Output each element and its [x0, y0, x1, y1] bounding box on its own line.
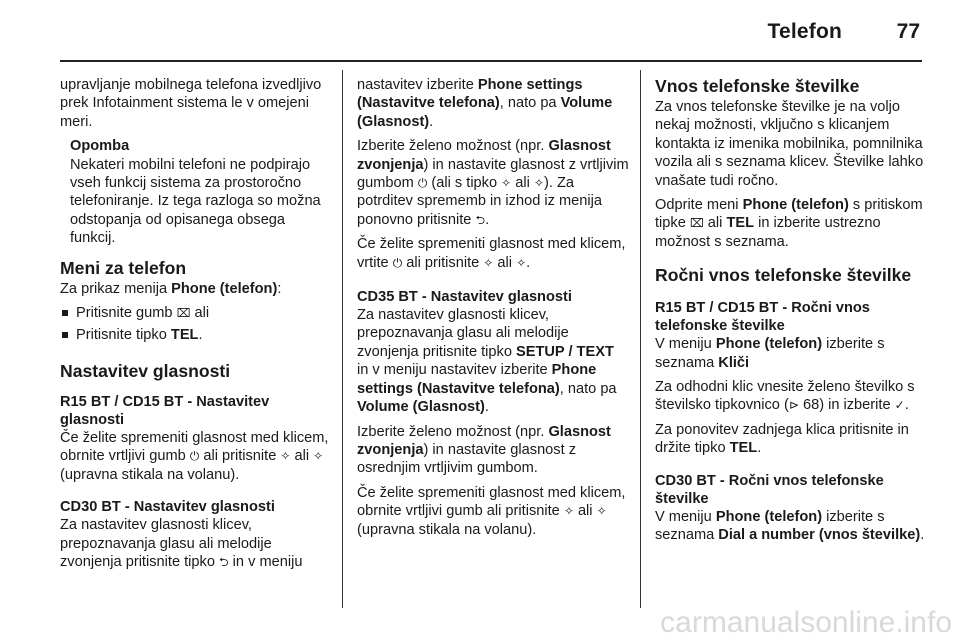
note-text: Nekateri mobilni telefoni ne podpirajo vseh funkcij sistema za prostoročno telefoniranje. Iz tega razloga so možna odstopanja od opisanega obsega funkcij.	[70, 156, 321, 247]
choose-option-text: Izberite želeno možnost (npr. Glasnost zvonjenja) in nastavite glasnost z vrtljivim gumbom ⏻ (ali s tipko ✧ ali ✧). Za potrditev sprememb in izhod iz menija ponovno pritisnite ⮌.	[357, 138, 629, 228]
list-item: Pritisnite gumb ⌧ ali	[60, 304, 332, 322]
knob-icon: ⏻	[189, 449, 200, 464]
arrow-down-icon: ✧	[313, 449, 324, 464]
dial-text: Za odhodni klic vnesite želeno številko s številsko tipkovnico (⊳ 68) in izberite ✓.	[655, 379, 915, 414]
header-divider	[60, 60, 922, 62]
redial-text: Za ponovitev zadnjega klica pritisnite in držite tipko TEL.	[655, 421, 909, 457]
note-box	[70, 137, 332, 247]
number-entry-text: Za vnos telefonske številke je na voljo nekaj možnosti, vključno s klicanjem kontakta iz imenika mobilnika, pomnilnika vozila ali s seznama klicev. Številke lahko vnašate tudi ročno.	[655, 99, 924, 189]
back-icon: ⮌	[475, 212, 486, 227]
page-header	[0, 0, 960, 62]
r15-volume-text: Če želite spremeniti glasnost med klicem, obrnite vrtljivi gumb ⏻ ali pritisnite ✧ ali ✧ (upravna stikala na volanu).	[60, 429, 329, 483]
intro-text: upravljanje mobilnega telefona izvedljivo prek Infotainment sistema le v omejeni meri.	[60, 77, 322, 130]
phone-button-icon: ⌧	[689, 216, 704, 231]
heading-cd35-volume: CD35 BT - Nastavitev glasnosti	[357, 289, 572, 306]
heading-volume: Nastavitev glasnosti	[60, 360, 231, 381]
during-call-text: Če želite spremeniti glasnost med klicem, vrtite ⏻ ali pritisnite ✧ ali ✧.	[357, 236, 626, 271]
heading-number-entry: Vnos telefonske številke	[655, 76, 860, 96]
column-2	[357, 76, 629, 545]
arrow-down-icon: ✧	[596, 504, 607, 519]
phone-settings-text: nastavitev izberite Phone settings (Nastavitve telefona), nato pa Volume (Glasnost).	[357, 77, 613, 130]
section-title: Telefon	[767, 20, 842, 43]
heading-r15-volume: R15 BT / CD15 BT - Nastavitev glasnosti	[60, 393, 270, 428]
page-number: 77	[896, 20, 920, 43]
list-item: Pritisnite tipko TEL.	[60, 326, 332, 344]
heading-manual-entry: Ročni vnos telefonske številke	[655, 265, 912, 286]
arrow-up-icon: ✧	[483, 255, 494, 270]
note-title: Opomba	[70, 138, 130, 155]
heading-phone-menu: Meni za telefon	[60, 257, 187, 278]
column-3	[655, 76, 925, 551]
open-menu-text: Odprite meni Phone (telefon) s pritiskom tipke ⌧ ali TEL in izberite ustrezno možnost s seznama.	[655, 197, 923, 250]
cd30-manual-text: V meniju Phone (telefon) izberite s seznama Dial a number (vnos številke).	[655, 508, 925, 544]
phone-button-icon: ⌧	[176, 306, 191, 321]
heading-r15-manual: R15 BT / CD15 BT - Ročni vnos telefonske številke	[655, 300, 870, 335]
arrow-up-icon: ✧	[280, 449, 291, 464]
watermark: carmanualsonline.info	[660, 606, 952, 639]
knob-icon: ⏻	[417, 176, 428, 191]
arrow-up-icon: ✧	[501, 176, 512, 191]
column-1	[60, 76, 332, 577]
column-divider-1	[342, 70, 343, 608]
heading-cd30-volume: CD30 BT - Nastavitev glasnosti	[60, 499, 275, 516]
settings-icon: ⮌	[219, 554, 229, 569]
menu-intro: Za prikaz menija Phone (telefon):	[60, 280, 282, 297]
page-ref-icon: ⊳	[788, 398, 799, 413]
r15-manual-text: V meniju Phone (telefon) izberite s seznama Kliči	[655, 336, 885, 371]
arrow-down-icon: ✧	[516, 255, 527, 270]
cd35-volume-text: Za nastavitev glasnosti klicev, prepoznavanja glasu ali melodije zvonjenja pritisnite tipko SETUP / TEXT in v meniju nastavitev izberite Phone settings (Nastavitve telefona), nato pa Volume (Glasnost).	[357, 307, 617, 416]
arrow-down-icon: ✧	[533, 176, 544, 191]
cd35-choose-option-text: Izberite želeno možnost (npr. Glasnost zvonjenja) in nastavite glasnost z osrednjim vrtljivim gumbom.	[357, 423, 611, 477]
knob-icon: ⏻	[392, 255, 403, 270]
cd30-volume-text: Za nastavitev glasnosti klicev, prepoznavanja glasu ali melodije zvonjenja pritisnite tipko ⮌ in v meniju	[60, 517, 303, 570]
cd35-during-call-text: Če želite spremeniti glasnost med klicem, obrnite vrtljivi gumb ali pritisnite ✧ ali ✧ (upravna stikala na volanu).	[357, 484, 626, 538]
dial-icon: ✓	[894, 398, 905, 413]
column-divider-2	[640, 70, 641, 608]
arrow-up-icon: ✧	[563, 504, 574, 519]
heading-cd30-manual: CD30 BT - Ročni vnos telefonske številke	[655, 472, 884, 507]
